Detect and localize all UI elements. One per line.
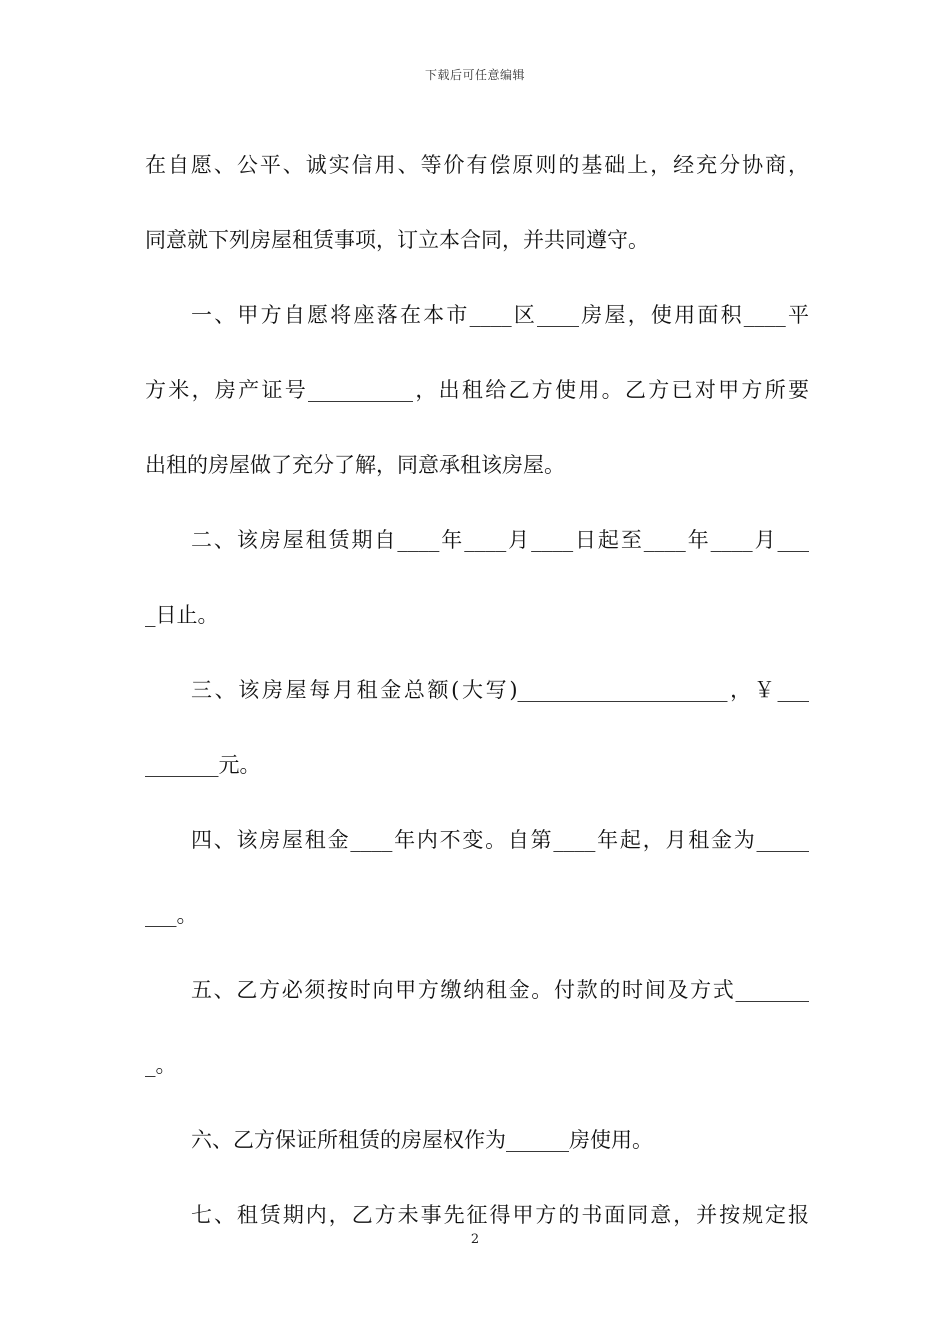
text-line: 在自愿、公平、诚实信用、等价有偿原则的基础上，经充分协商， [145,153,809,177]
text-line: ___。 [145,903,198,927]
text-line: _日止。 [145,603,219,627]
clause-5-line: 五、乙方必须按时向甲方缴纳租金。付款的时间及方式_______ [191,978,809,1002]
text-line: 方米，房产证号__________，出租给乙方使用。乙方已对甲方所要 [145,378,809,402]
text-line: _。 [145,1053,177,1077]
clause-3-line: 三、该房屋每月租金总额(大写)____________________，￥___ [191,678,809,702]
clause-7-line: 七、租赁期内，乙方未事先征得甲方的书面同意，并按规定报 [191,1203,809,1227]
page-header: 下载后可任意编辑 [424,68,525,82]
text-line: 同意就下列房屋租赁事项，订立本合同，并共同遵守。 [145,228,649,252]
page-number: 2 [470,1232,480,1247]
clause-6-line: 六、乙方保证所租赁的房屋权作为______房使用。 [191,1128,653,1152]
text-line: 出租的房屋做了充分了解，同意承租该房屋。 [145,453,565,477]
clause-4-line: 四、该房屋租金____年内不变。自第____年起，月租金为_____ [191,828,809,852]
contract-body [145,150,809,1275]
clause-2-line: 二、该房屋租赁期自____年____月____日起至____年____月___ [191,528,809,552]
clause-1-line: 一、甲方自愿将座落在本市____区____房屋，使用面积____平 [191,303,809,327]
text-line: _______元。 [145,753,261,777]
